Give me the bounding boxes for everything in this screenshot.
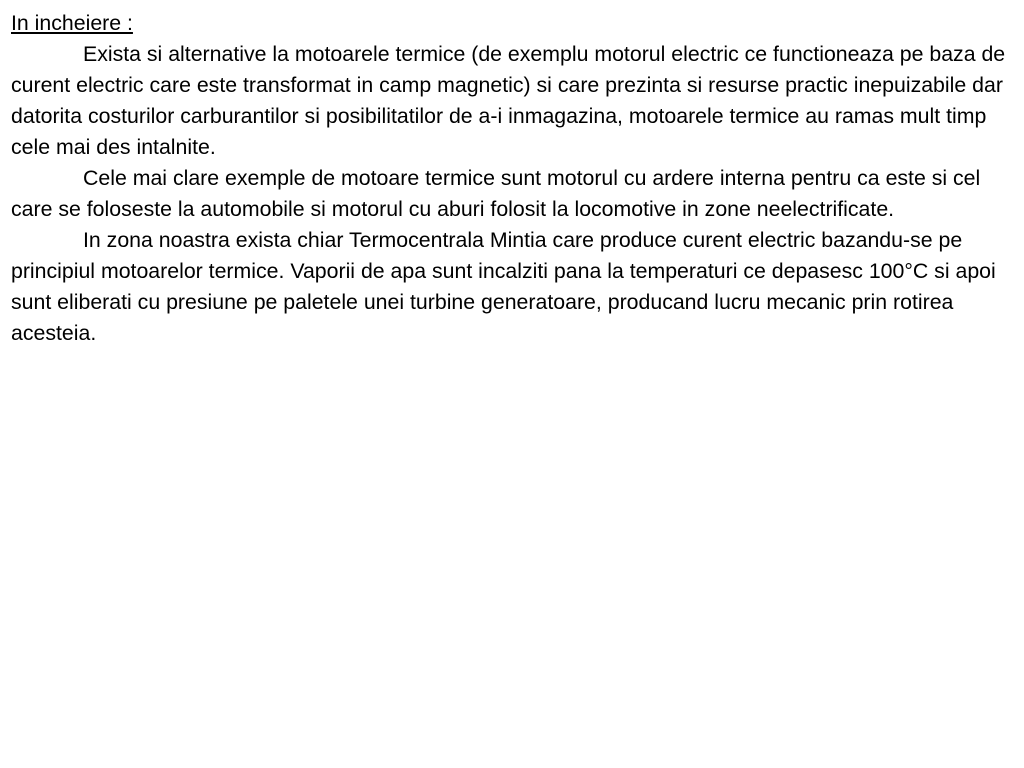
paragraph-examples: Cele mai clare exemple de motoare termice sunt motorul cu ardere interna pentru ca este si cel care se foloseste la automobile si motorul cu aburi folosit la locomotive in zone neelectrificate. (11, 166, 981, 221)
paragraph-alternatives: Exista si alternative la motoarele termice (de exemplu motorul electric ce functioneaza pe baza de curent electric care este transformat in camp magnetic) si care prezinta si resurse practic inepuizabile dar datorita costurilor carburantilor si posibilitatilor de a-i inmagazina, motoarele termice au ramas mult timp cele mai des intalnite. (11, 42, 1006, 159)
section-heading: In incheiere : (11, 11, 133, 35)
paragraph-mintia: In zona noastra exista chiar Termocentrala Mintia care produce curent electric bazandu-se pe principiul motoarelor termice. Vaporii de apa sunt incalziti pana la temperaturi ce depasesc 100°C si apoi sunt eliberati cu presiune pe paletele unei turbine generatoare, producand lucru mecanic prin rotirea acesteia. (11, 228, 996, 345)
